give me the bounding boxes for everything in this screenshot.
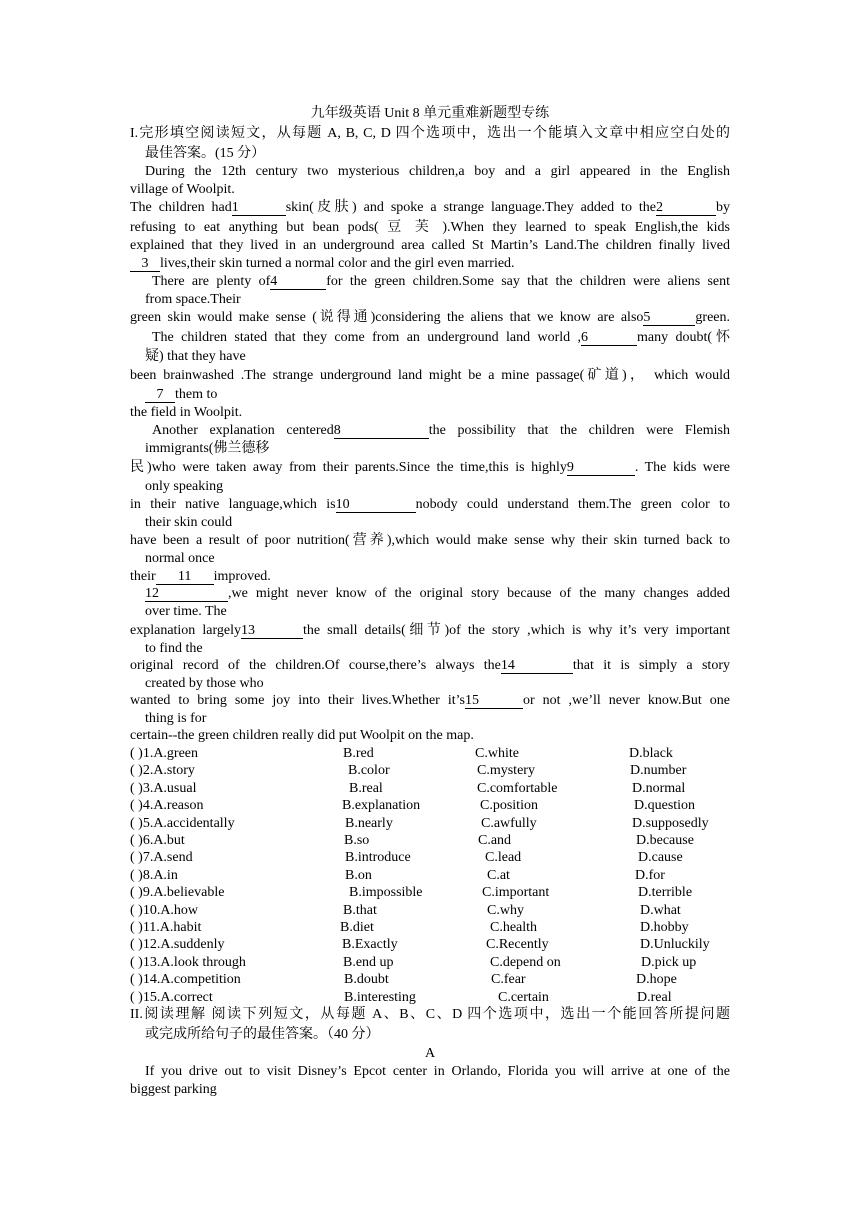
question-option-d: D.question [634,798,696,814]
question-option-c: C.awfully [481,815,537,831]
question-option-d: D.because [636,833,694,848]
question-option-c: C.fear [491,972,526,988]
passage-line: their 11 improved. [130,569,271,584]
question-option-d: D.cause [638,850,683,866]
question-option-d: D.real [637,989,672,1005]
passage-line: village of Woolpit. [130,182,235,197]
passage-line: If you drive out to visit Disney’s Epcot center in Orlando, Florida you will arrive at one of the [145,1064,730,1079]
question-option-d: D.supposedly [632,815,709,831]
blank-9[interactable]: 9 [567,460,635,476]
question-option-d: D.hobby [640,920,689,935]
question-option-a: ( )13.A.look through [130,954,246,970]
question-option-c: C.white [475,746,519,761]
passage-line: thing is for [145,711,207,726]
question-option-a: ( )9.A.believable [130,885,225,901]
question-option-d: D.black [629,746,673,761]
question-option-a: ( )2.A.story [130,763,195,779]
passage-line: During the 12th century two mysterious children,a boy and a girl appeared in the English [145,164,730,179]
question-option-a: ( )8.A.in [130,867,178,883]
question-option-c: C.comfortable [477,780,558,796]
passage-line: created by those who [145,676,264,691]
question-option-b: B.doubt [344,972,389,988]
blank-10[interactable]: 10 [336,497,416,513]
question-option-a: ( )1.A.green [130,746,199,761]
blank-8[interactable]: 8 [334,423,429,439]
question-option-b: B.on [345,867,372,883]
question-option-b: B.Exactly [342,937,398,953]
blank-14[interactable]: 14 [501,658,573,674]
section1-heading: I.完形填空阅读短文，从每题 A, B, C, D 四个选项中，选出一个能填入文章中相应空白处的 [130,126,730,141]
question-option-d: D.terrible [638,885,693,901]
question-option-d: D.hope [636,972,677,988]
question-option-c: C.depend on [490,954,561,970]
section2-heading: II.阅读理解 阅读下列短文，从每题 A、B、C、D 四个选项中，选出一个能回答所提问题 [130,1007,730,1022]
question-option-c: C.at [487,867,510,883]
blank-4[interactable]: 4 [270,274,326,290]
passage-line: 7 them to [145,386,217,404]
question-option-a: ( )10.A.how [130,902,199,918]
passage-line: 疑) that they have [145,349,246,364]
passage-line: wanted to bring some joy into their lives.Whether it’s15 or not ,we’ll never know.But one [130,693,730,708]
question-option-b: B.color [348,763,390,779]
question-option-b: B.impossible [349,885,423,901]
passage-line: the field in Woolpit. [130,405,243,420]
passage-line: green skin would make sense (说得通)considering the aliens that we know are also5 green. [130,310,730,325]
question-option-b: B.end up [343,954,394,970]
blank-2[interactable]: 2 [656,200,716,216]
section2-heading-cont: 或完成所给句子的最佳答案。（40 分） [145,1027,380,1042]
passage-line: refusing to eat anything but bean pods( 豆 芙 ).When they learned to speak English,the kids [130,220,730,235]
passage-line: 3 lives,their skin turned a normal color and the girl even married. [130,255,515,273]
question-option-a: ( )4.A.reason [130,798,204,814]
question-option-d: D.number [630,763,687,779]
document-title: 九年级英语 Unit 8 单元重难新题型专练 [310,106,550,121]
question-option-b: B.red [343,746,374,761]
question-option-d: D.for [635,867,665,883]
question-option-a: ( )15.A.correct [130,989,213,1005]
question-option-a: ( )5.A.accidentally [130,815,235,831]
question-option-a: ( )3.A.usual [130,780,197,796]
question-option-a: ( )6.A.but [130,833,185,848]
question-option-c: C.and [478,833,512,848]
passage-line: their skin could [145,515,233,530]
question-option-b: B.real [349,780,383,796]
passage-line: only speaking [145,479,224,494]
blank-6[interactable]: 6 [581,330,637,346]
blank-12[interactable]: 12 [145,586,228,602]
question-option-b: B.diet [340,920,374,935]
question-option-d: D.Unluckily [640,937,710,953]
question-option-a: ( )7.A.send [130,850,193,866]
blank-15[interactable]: 15 [465,693,523,709]
question-option-c: C.important [482,885,550,901]
question-option-a: ( )14.A.competition [130,972,241,988]
passage-line: certain--the green children really did put Woolpit on the map. [130,728,474,743]
passage-line: over time. The [145,604,227,619]
question-option-b: B.that [343,902,377,918]
question-option-d: D.normal [632,780,686,796]
passage-line: biggest parking [130,1082,217,1097]
question-option-a: ( )11.A.habit [130,920,202,935]
question-option-b: B.so [344,833,370,848]
blank-11[interactable]: 11 [156,569,214,585]
question-option-c: C.certain [498,989,549,1005]
passage-label: A [424,1046,436,1061]
passage-line: The children had1 skin(皮肤) and spoke a strange language.They added to the2 by [130,200,730,215]
passage-line: explained that they lived in an underground area called St Martin’s Land.The children finally lived [130,238,730,253]
question-option-c: C.position [480,798,538,814]
blank-13[interactable]: 13 [241,623,303,639]
passage-line: 12 ,we might never know of the original story because of the many changes added [145,586,730,601]
question-option-c: C.Recently [486,937,549,953]
passage-line: original record of the children.Of course,there’s always the14 that it is simply a story [130,658,730,673]
question-option-c: C.mystery [477,763,535,779]
blank-5[interactable]: 5 [643,310,695,326]
question-option-b: B.explanation [342,798,421,814]
question-option-c: C.why [487,902,524,918]
question-option-b: B.nearly [345,815,393,831]
blank-3[interactable]: 3 [130,256,160,272]
blank-1[interactable]: 1 [232,200,286,216]
passage-line: There are plenty of4 for the green children.Some say that the children were aliens sent [152,274,730,289]
passage-line: immigrants(佛兰德移 [145,441,270,456]
question-option-b: B.interesting [344,989,416,1005]
passage-line: normal once [145,551,215,566]
question-option-d: D.what [640,902,681,918]
passage-line: from space.Their [145,292,241,307]
passage-line: in their native language,which is10 nobody could understand them.The green color to [130,497,730,512]
passage-line: been brainwashed .The strange underground land might be a mine passage(矿道)， which would [130,368,730,383]
question-option-a: ( )12.A.suddenly [130,937,225,953]
question-option-d: D.pick up [641,954,697,970]
passage-line: to find the [145,641,203,656]
passage-line: have been a result of poor nutrition(营养),which would make sense why their skin turned back to [130,533,730,548]
blank-7[interactable]: 7 [145,387,175,403]
passage-line: explanation largely13 the small details(细节)of the story ,which is why it’s very important [130,623,730,638]
question-option-c: C.lead [485,850,522,866]
passage-line: 民)who were taken away from their parents.Since the time,this is highly9 . The kids were [130,460,730,475]
passage-line: Another explanation centered8 the possibility that the children were Flemish [152,423,731,438]
question-option-c: C.health [490,920,538,935]
question-option-b: B.introduce [345,850,411,866]
passage-line: The children stated that they come from an underground land world ,6 many doubt(怀 [152,330,730,345]
section1-heading-cont: 最佳答案。(15 分） [145,146,266,161]
